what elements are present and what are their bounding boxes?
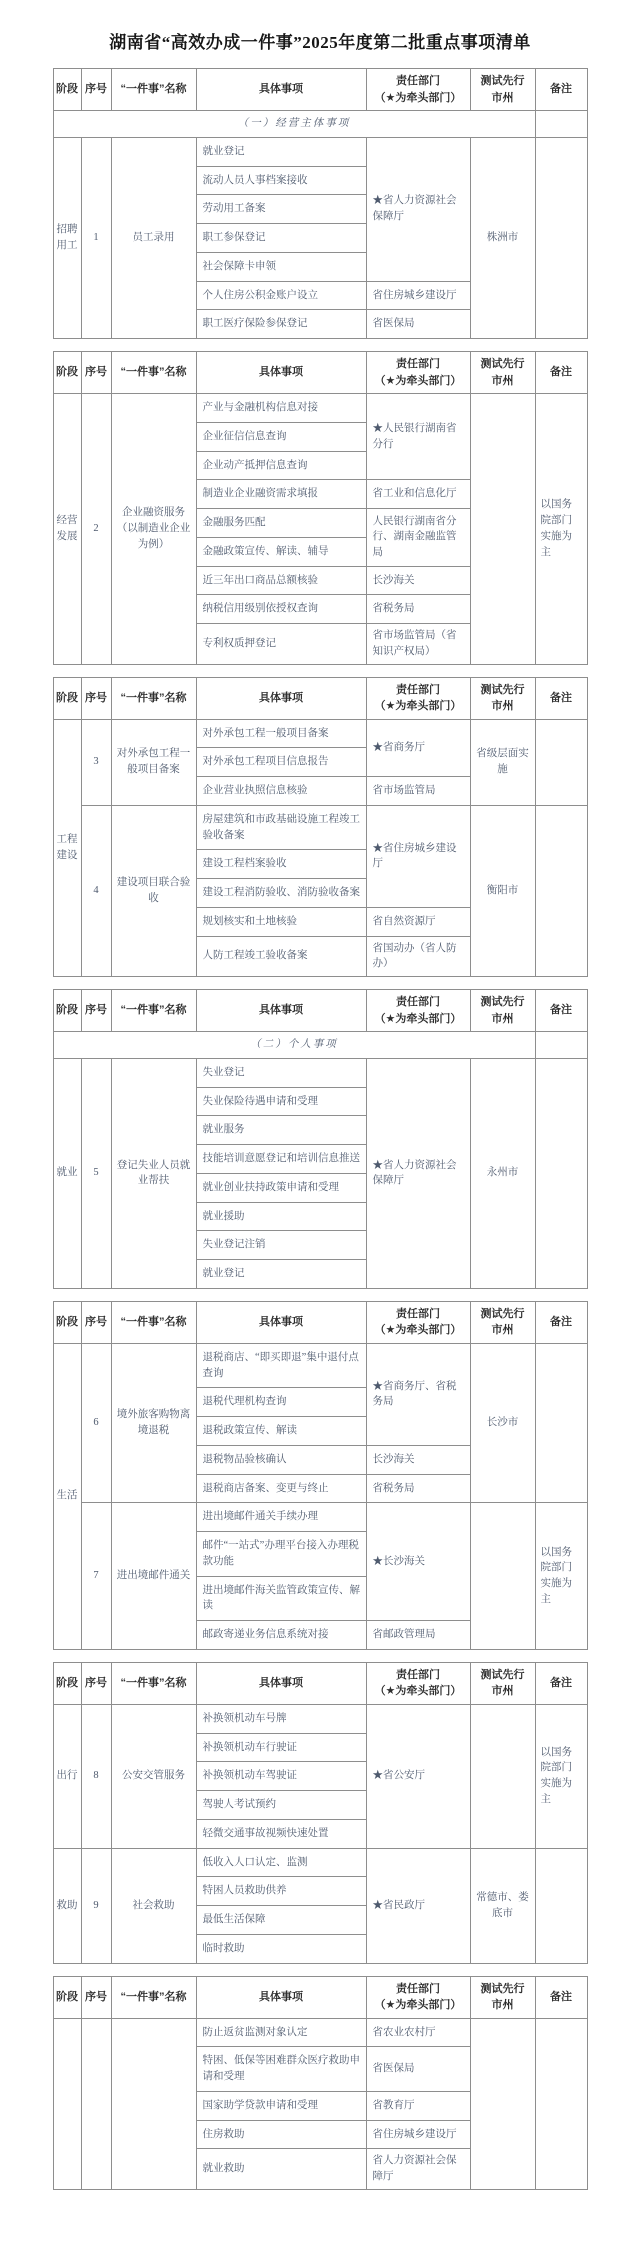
item-cell: 进出境邮件海关监管政策宣传、解读 <box>196 1576 366 1621</box>
item-cell: 企业征信信息查询 <box>196 422 366 451</box>
dept-cell: 省住房城乡建设厅 <box>366 281 470 310</box>
section-band-row <box>53 111 587 138</box>
col-header-remark: 备注 <box>535 1976 587 2018</box>
section-band-empty <box>535 1032 587 1059</box>
item-cell: 流动人员人事档案接收 <box>196 166 366 195</box>
item-cell: 近三年出口商品总额核验 <box>196 566 366 595</box>
dept-cell: 省邮政管理局 <box>366 1621 470 1650</box>
item-cell: 个人住房公积金账户设立 <box>196 281 366 310</box>
col-header-name: “一件事”名称 <box>111 677 196 719</box>
seq-cell: 2 <box>81 394 111 665</box>
remark-cell <box>535 137 587 338</box>
item-cell: 产业与金融机构信息对接 <box>196 394 366 423</box>
col-header-stage: 阶段 <box>53 990 81 1032</box>
items-table <box>53 1301 588 1650</box>
item-cell: 邮件“一站式”办理平台接入办理税款功能 <box>196 1532 366 1577</box>
dept-cell: 长沙海关 <box>366 1445 470 1474</box>
col-header-item: 具体事项 <box>196 1662 366 1704</box>
col-header-item: 具体事项 <box>196 1301 366 1343</box>
items-table <box>53 1662 588 1964</box>
col-header-city: 测试先行 市州 <box>470 677 535 719</box>
table-row <box>53 394 587 423</box>
dept-cell: 省市场监管局（省知识产权局） <box>366 624 470 665</box>
dept-cell: ★省人力资源社会保障厅 <box>366 137 470 281</box>
item-cell: 房屋建筑和市政基础设施工程竣工验收备案 <box>196 805 366 850</box>
dept-cell: ★省民政厅 <box>366 1848 470 1963</box>
stage-cell: 招聘用工 <box>53 137 81 338</box>
item-cell: 补换领机动车行驶证 <box>196 1733 366 1762</box>
seq-cell: 9 <box>81 1848 111 1963</box>
col-header-stage: 阶段 <box>53 352 81 394</box>
item-cell: 进出境邮件通关手续办理 <box>196 1503 366 1532</box>
name-cell: 登记失业人员就业帮扶 <box>111 1058 196 1288</box>
table-row <box>53 719 587 748</box>
col-header-name: “一件事”名称 <box>111 69 196 111</box>
item-cell: 制造业企业融资需求填报 <box>196 480 366 509</box>
items-table <box>53 677 588 978</box>
col-header-seq: 序号 <box>81 1976 111 2018</box>
name-cell: 公安交管服务 <box>111 1704 196 1848</box>
page-title: 湖南省“高效办成一件事”2025年度第二批重点事项清单 <box>109 33 531 52</box>
dept-cell: 省医保局 <box>366 2047 470 2092</box>
city-cell <box>470 1704 535 1848</box>
seq-cell: 1 <box>81 137 111 338</box>
col-header-seq: 序号 <box>81 990 111 1032</box>
col-header-name: “一件事”名称 <box>111 1301 196 1343</box>
dept-cell: 省教育厅 <box>366 2091 470 2120</box>
section-band-row <box>53 1032 587 1059</box>
seq-cell: 3 <box>81 719 111 805</box>
city-cell: 永州市 <box>470 1058 535 1288</box>
item-cell: 就业服务 <box>196 1116 366 1145</box>
table-row <box>53 1058 587 1087</box>
item-cell: 住房救助 <box>196 2120 366 2149</box>
item-cell: 失业保险待遇申请和受理 <box>196 1087 366 1116</box>
item-cell: 对外承包工程项目信息报告 <box>196 748 366 777</box>
table-blocks <box>0 68 640 2190</box>
city-cell: 长沙市 <box>470 1343 535 1503</box>
seq-cell: 5 <box>81 1058 111 1288</box>
header-row <box>53 1662 587 1704</box>
col-header-dept: 责任部门 （★为牵头部门） <box>366 69 470 111</box>
col-header-item: 具体事项 <box>196 990 366 1032</box>
item-cell: 低收入人口认定、监测 <box>196 1848 366 1877</box>
item-cell: 金融政策宣传、解读、辅导 <box>196 537 366 566</box>
city-cell <box>470 1503 535 1650</box>
item-cell: 专利权质押登记 <box>196 624 366 665</box>
col-header-city: 测试先行 市州 <box>470 69 535 111</box>
name-cell <box>111 2018 196 2189</box>
page-container <box>0 28 640 2190</box>
item-cell: 退税物品验核确认 <box>196 1445 366 1474</box>
header-row <box>53 1301 587 1343</box>
table-row <box>53 137 587 166</box>
dept-cell: 长沙海关 <box>366 566 470 595</box>
col-header-dept: 责任部门 （★为牵头部门） <box>366 1662 470 1704</box>
stage-cell: 出行 <box>53 1704 81 1848</box>
item-cell: 企业营业执照信息核验 <box>196 777 366 806</box>
seq-cell: 4 <box>81 805 111 976</box>
document-page <box>0 28 640 2255</box>
items-table <box>53 351 588 665</box>
col-header-city: 测试先行 市州 <box>470 1301 535 1343</box>
remark-cell <box>535 805 587 976</box>
header-row <box>53 352 587 394</box>
stage-cell: 就业 <box>53 1058 81 1288</box>
col-header-seq: 序号 <box>81 69 111 111</box>
col-header-remark: 备注 <box>535 1301 587 1343</box>
header-row <box>53 677 587 719</box>
col-header-item: 具体事项 <box>196 1976 366 2018</box>
seq-cell: 7 <box>81 1503 111 1650</box>
col-header-city: 测试先行 市州 <box>470 1976 535 2018</box>
dept-cell: ★省公安厅 <box>366 1704 470 1848</box>
col-header-name: “一件事”名称 <box>111 1662 196 1704</box>
item-cell: 金融服务匹配 <box>196 509 366 538</box>
remark-cell <box>535 2018 587 2189</box>
item-cell: 就业援助 <box>196 1202 366 1231</box>
item-cell: 劳动用工备案 <box>196 195 366 224</box>
col-header-stage: 阶段 <box>53 69 81 111</box>
col-header-dept: 责任部门 （★为牵头部门） <box>366 352 470 394</box>
item-cell: 补换领机动车驾驶证 <box>196 1762 366 1791</box>
item-cell: 对外承包工程一般项目备案 <box>196 719 366 748</box>
table-row <box>53 1343 587 1388</box>
name-cell: 境外旅客购物离境退税 <box>111 1343 196 1503</box>
col-header-seq: 序号 <box>81 352 111 394</box>
dept-cell: 省市场监管局 <box>366 777 470 806</box>
col-header-remark: 备注 <box>535 677 587 719</box>
dept-cell: ★人民银行湖南省分行 <box>366 394 470 480</box>
col-header-dept: 责任部门 （★为牵头部门） <box>366 677 470 719</box>
dept-cell: 省税务局 <box>366 1474 470 1503</box>
table-row <box>53 1848 587 1877</box>
dept-cell: 省国动办（省人防办） <box>366 936 470 977</box>
dept-cell: ★省住房城乡建设厅 <box>366 805 470 907</box>
items-table <box>53 1976 588 2190</box>
header-row <box>53 990 587 1032</box>
section-band-empty <box>535 111 587 138</box>
dept-cell: 省税务局 <box>366 595 470 624</box>
items-table <box>53 989 588 1289</box>
col-header-stage: 阶段 <box>53 677 81 719</box>
table-row <box>53 805 587 850</box>
item-cell: 退税商店、“即买即退”集中退付点查询 <box>196 1343 366 1388</box>
dept-cell: 人民银行湖南省分行、湖南金融监管局 <box>366 509 470 567</box>
dept-cell: 省自然资源厅 <box>366 907 470 936</box>
city-cell <box>470 2018 535 2189</box>
col-header-city: 测试先行 市州 <box>470 1662 535 1704</box>
item-cell: 临时救助 <box>196 1934 366 1963</box>
col-header-seq: 序号 <box>81 677 111 719</box>
col-header-dept: 责任部门 （★为牵头部门） <box>366 1976 470 2018</box>
header-row <box>53 1976 587 2018</box>
remark-cell <box>535 1343 587 1503</box>
col-header-name: “一件事”名称 <box>111 990 196 1032</box>
remark-cell: 以国务院部门实施为主 <box>535 394 587 665</box>
col-header-item: 具体事项 <box>196 677 366 719</box>
dept-cell: 省医保局 <box>366 310 470 339</box>
item-cell: 社会保障卡申领 <box>196 252 366 281</box>
col-header-remark: 备注 <box>535 69 587 111</box>
col-header-stage: 阶段 <box>53 1301 81 1343</box>
stage-cell: 工程建设 <box>53 719 81 977</box>
name-cell: 社会救助 <box>111 1848 196 1963</box>
section-band: （一）经营主体事项 <box>53 111 535 138</box>
remark-cell: 以国务院部门实施为主 <box>535 1503 587 1650</box>
dept-cell: 省住房城乡建设厅 <box>366 2120 470 2149</box>
section-band: （二）个人事项 <box>53 1032 535 1059</box>
city-cell: 衡阳市 <box>470 805 535 976</box>
col-header-seq: 序号 <box>81 1301 111 1343</box>
remark-cell: 以国务院部门实施为主 <box>535 1704 587 1848</box>
dept-cell: 省工业和信息化厅 <box>366 480 470 509</box>
item-cell: 规划核实和土地核验 <box>196 907 366 936</box>
item-cell: 邮政寄递业务信息系统对接 <box>196 1621 366 1650</box>
name-cell: 进出境邮件通关 <box>111 1503 196 1650</box>
seq-cell: 8 <box>81 1704 111 1848</box>
col-header-remark: 备注 <box>535 352 587 394</box>
col-header-dept: 责任部门 （★为牵头部门） <box>366 990 470 1032</box>
name-cell: 建设项目联合验收 <box>111 805 196 976</box>
item-cell: 驾驶人考试预约 <box>196 1791 366 1820</box>
item-cell: 技能培训意愿登记和培训信息推送 <box>196 1145 366 1174</box>
col-header-city: 测试先行 市州 <box>470 352 535 394</box>
item-cell: 国家助学贷款申请和受理 <box>196 2091 366 2120</box>
item-cell: 就业救助 <box>196 2149 366 2190</box>
item-cell: 就业登记 <box>196 137 366 166</box>
seq-cell: 6 <box>81 1343 111 1503</box>
item-cell: 特困人员救助供养 <box>196 1877 366 1906</box>
items-table <box>53 68 588 339</box>
item-cell: 纳税信用级别依授权查询 <box>196 595 366 624</box>
item-cell: 最低生活保障 <box>196 1906 366 1935</box>
dept-cell: ★省人力资源社会保障厅 <box>366 1058 470 1288</box>
seq-cell <box>81 2018 111 2189</box>
dept-cell: ★省商务厅 <box>366 719 470 777</box>
item-cell: 轻微交通事故视频快速处置 <box>196 1819 366 1848</box>
col-header-stage: 阶段 <box>53 1662 81 1704</box>
col-header-remark: 备注 <box>535 1662 587 1704</box>
item-cell: 就业创业扶持政策申请和受理 <box>196 1173 366 1202</box>
city-cell: 株洲市 <box>470 137 535 338</box>
item-cell: 建设工程消防验收、消防验收备案 <box>196 879 366 908</box>
item-cell: 退税政策宣传、解读 <box>196 1417 366 1446</box>
stage-cell <box>53 2018 81 2189</box>
item-cell: 退税代理机构查询 <box>196 1388 366 1417</box>
col-header-stage: 阶段 <box>53 1976 81 2018</box>
dept-cell: ★省商务厅、省税务局 <box>366 1343 470 1445</box>
col-header-seq: 序号 <box>81 1662 111 1704</box>
item-cell: 人防工程竣工验收备案 <box>196 936 366 977</box>
table-row <box>53 1704 587 1733</box>
dept-cell: 省农业农村厅 <box>366 2018 470 2047</box>
item-cell: 退税商店备案、变更与终止 <box>196 1474 366 1503</box>
item-cell: 企业动产抵押信息查询 <box>196 451 366 480</box>
name-cell: 对外承包工程一般项目备案 <box>111 719 196 805</box>
col-header-name: “一件事”名称 <box>111 1976 196 2018</box>
item-cell: 失业登记 <box>196 1058 366 1087</box>
table-row <box>53 2018 587 2047</box>
col-header-remark: 备注 <box>535 990 587 1032</box>
item-cell: 补换领机动车号牌 <box>196 1704 366 1733</box>
stage-cell: 救助 <box>53 1848 81 1963</box>
stage-cell: 生活 <box>53 1343 81 1649</box>
item-cell: 防止返贫监测对象认定 <box>196 2018 366 2047</box>
dept-cell: ★长沙海关 <box>366 1503 470 1621</box>
city-cell: 常德市、娄底市 <box>470 1848 535 1963</box>
col-header-item: 具体事项 <box>196 69 366 111</box>
remark-cell <box>535 1058 587 1288</box>
remark-cell <box>535 719 587 805</box>
name-cell: 员工录用 <box>111 137 196 338</box>
item-cell: 失业登记注销 <box>196 1231 366 1260</box>
item-cell: 职工参保登记 <box>196 224 366 253</box>
col-header-dept: 责任部门 （★为牵头部门） <box>366 1301 470 1343</box>
dept-cell: 省人力资源社会保障厅 <box>366 2149 470 2190</box>
col-header-item: 具体事项 <box>196 352 366 394</box>
remark-cell <box>535 1848 587 1963</box>
header-row <box>53 69 587 111</box>
stage-cell: 经营发展 <box>53 394 81 665</box>
city-cell: 省级层面实施 <box>470 719 535 805</box>
city-cell <box>470 394 535 665</box>
col-header-city: 测试先行 市州 <box>470 990 535 1032</box>
name-cell: 企业融资服务（以制造业企业为例） <box>111 394 196 665</box>
item-cell: 特困、低保等困难群众医疗救助申请和受理 <box>196 2047 366 2092</box>
col-header-name: “一件事”名称 <box>111 352 196 394</box>
table-row <box>53 1503 587 1532</box>
item-cell: 职工医疗保险参保登记 <box>196 310 366 339</box>
item-cell: 就业登记 <box>196 1260 366 1289</box>
item-cell: 建设工程档案验收 <box>196 850 366 879</box>
